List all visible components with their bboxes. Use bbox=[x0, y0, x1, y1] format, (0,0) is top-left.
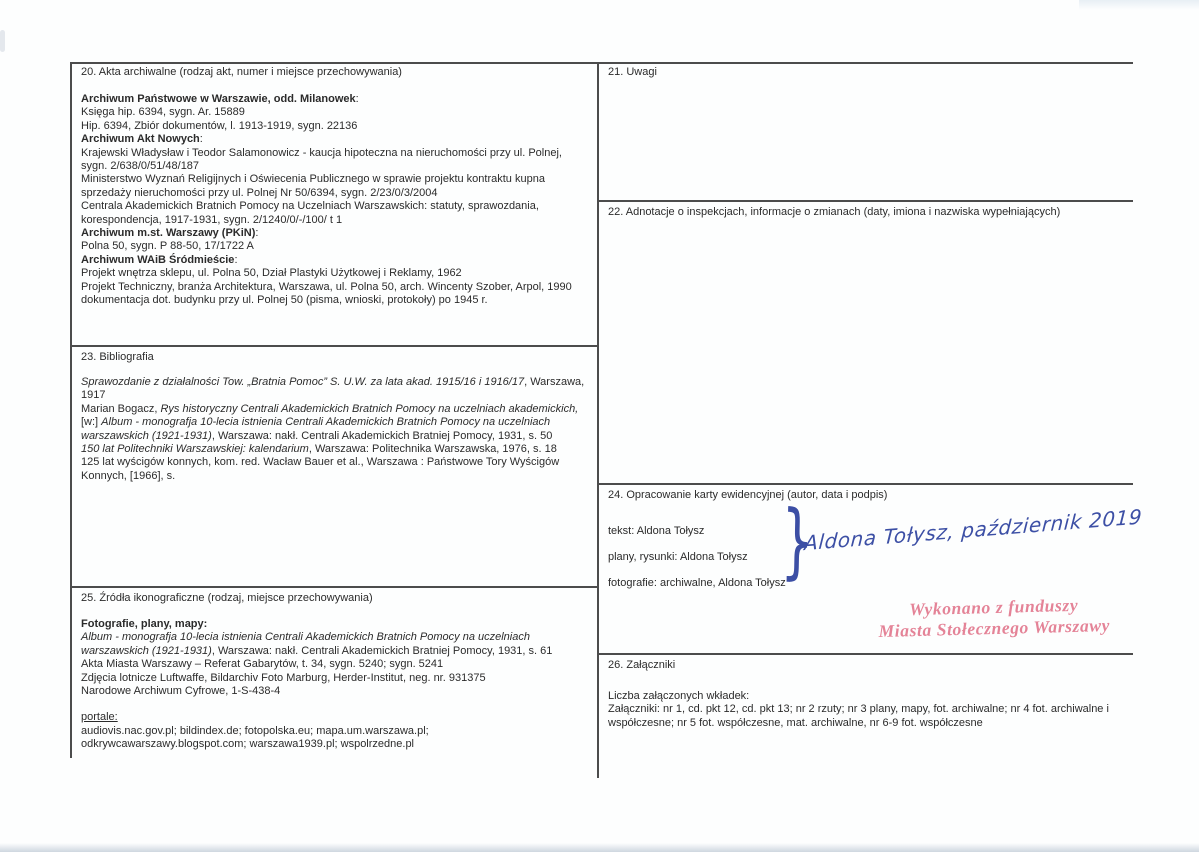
archive-entry: Księga hip. 6394, sygn. Ar. 15889 bbox=[81, 106, 245, 119]
author-line-text: tekst: Aldona Tołysz bbox=[608, 525, 705, 537]
attachments-label: Liczba załączonych wkładek: bbox=[608, 690, 750, 702]
section-24-opracowanie-karty bbox=[599, 485, 1144, 655]
archive-name: Archiwum WAiB Śródmieście: bbox=[81, 253, 238, 266]
section-21-uwagi bbox=[599, 62, 1133, 202]
scan-edge-artifact bbox=[1079, 0, 1199, 10]
section-23-bibliografia bbox=[72, 347, 597, 588]
bibliography-entry: Sprawozdanie z działalności Tow. „Bratnia Pomoc” S. U.W. za lata akad. 1915/16 i 1916/17, Warszawa, 1917 bbox=[81, 376, 585, 402]
bibliography-entry: 150 lat Politechniki Warszawskiej: kalendarium, Warszawa: Politechnika Warszawska, 1976, s. 18 bbox=[81, 443, 557, 456]
source-entry: Zdjęcia lotnicze Luftwaffe, Bildarchiv Foto Marburg, Herder-Institut, neg. nr. 931375 bbox=[81, 671, 486, 684]
archive-entry: Centrala Akademickich Bratnich Pomocy na Uczelniach Warszawskich: statuty, sprawozdania, korespondencja, 1917-1931, sygn. 2/1240/0/-/100/ t 1 bbox=[81, 200, 539, 226]
section-26-zalaczniki bbox=[599, 655, 1133, 778]
section-25-zrodla-ikonograficzne bbox=[72, 588, 597, 758]
archive-entry: Krajewski Władysław i Teodor Salamonowicz - kaucja hipoteczna na nieruchomości przy ul. Polnej, sygn. 2/638/0/51/48/187 bbox=[81, 146, 562, 173]
section-23-body bbox=[81, 376, 588, 483]
portal-list-line: audiovis.nac.gov.pl; bildindex.de; fotopolska.eu; mapa.um.warszawa.pl; bbox=[81, 724, 429, 737]
archive-entry: Projekt wnętrza sklepu, ul. Polna 50, Dział Plastyki Użytkowej i Reklamy, 1962 bbox=[81, 267, 462, 280]
archive-entry: Hip. 6394, Zbiór dokumentów, l. 1913-1919, sygn. 22136 bbox=[81, 119, 358, 132]
handwritten-brace: } bbox=[780, 493, 815, 590]
section-23-header: 23. Bibliografia bbox=[81, 351, 154, 363]
source-entry: Narodowe Archiwum Cyfrowe, 1-S-438-4 bbox=[81, 685, 281, 698]
section-25-body bbox=[81, 618, 588, 752]
section-22-header: 22. Adnotacje o inspekcjach, informacje o zmianach (daty, imiona i nazwiska wypełniających) bbox=[608, 206, 1061, 218]
right-column bbox=[597, 62, 1144, 778]
source-entry: Akta Miasta Warszawy – Referat Gabarytów, t. 34, sygn. 5240; sygn. 5241 bbox=[81, 658, 444, 671]
section-22-adnotacje bbox=[599, 202, 1133, 485]
archive-entry: Ministerstwo Wyznań Religijnych i Oświecenia Publicznego w sprawie projektu kontraktu kupna sprzedaży nieruchomości przy ul. Polnej Nr 50/6394, sygn. 2/23/0/3/2004 bbox=[81, 173, 545, 199]
handwritten-signature: Aldona Tołysz, październik 2019 bbox=[803, 504, 1144, 556]
section-21-empty-body bbox=[608, 79, 1124, 99]
section-20-akta-archiwalne bbox=[72, 62, 597, 347]
section-21-header: 21. Uwagi bbox=[608, 66, 657, 78]
archive-entry: Polna 50, sygn. P 88-50, 17/1722 A bbox=[81, 240, 254, 253]
author-line-photos: fotografie: archiwalne, Aldona Tołysz bbox=[608, 576, 786, 589]
section-25-header: 25. Źródła ikonograficzne (rodzaj, miejsce przechowywania) bbox=[81, 592, 373, 604]
left-column bbox=[70, 62, 597, 758]
portal-list-line: odkrywcawarszawy.blogspot.com; warszawa1939.pl; wspolrzedne.pl bbox=[81, 738, 415, 751]
sources-group-title: Fotografie, plany, mapy: bbox=[81, 618, 208, 630]
attachments-list: Załączniki: nr 1, cd. pkt 12, cd. pkt 13; nr 2 rzuty; nr 3 plany, mapy, fot. archiwalne; nr 4 fot. archiwalne i współczesne; nr 5 fot. współczesne, mat. archiwalne, nr 6-9 fot. współczesne bbox=[608, 703, 1109, 729]
archive-name: Archiwum m.st. Warszawy (PKiN): bbox=[81, 227, 259, 240]
section-26-body bbox=[608, 690, 1124, 730]
archive-name: Archiwum Państwowe w Warszawie, odd. Milanowek: bbox=[81, 93, 359, 105]
section-20-body bbox=[81, 93, 588, 308]
funding-stamp bbox=[844, 593, 1145, 643]
stamp-line-1: Wykonano z funduszy bbox=[908, 594, 1079, 620]
scan-bottom-edge bbox=[0, 843, 1199, 852]
section-26-header: 26. Załączniki bbox=[608, 659, 676, 671]
stamp-line-2: Miasta Stołecznego Warszawy bbox=[878, 614, 1111, 642]
source-entry: Album - monografja 10-lecia istnienia Centrali Akademickich Bratnich Pomocy na uczelniach warszawskich (1921-1931), Warszawa: nakł. Centrali Akademickich Bratniej Pomocy, 1931, s. 61 bbox=[81, 631, 553, 657]
author-line-plans: plany, rysunki: Aldona Tołysz bbox=[608, 550, 748, 563]
section-24-header: 24. Opracowanie karty ewidencyjnej (autor, data i podpis) bbox=[608, 489, 888, 501]
bibliography-entry: 125 lat wyścigów konnych, kom. red. Wacław Bauer et al., Warszawa : Państwowe Tory Wyścigów Konnych, [1966], s. bbox=[81, 456, 560, 482]
scan-edge-artifact bbox=[0, 30, 5, 52]
archive-entry: dokumentacja dot. budynku przy ul. Polnej 50 (pisma, wnioski, protokoły) po 1945 r. bbox=[81, 294, 488, 307]
section-20-header: 20. Akta archiwalne (rodzaj akt, numer i miejsce przechowywania) bbox=[81, 66, 402, 78]
portals-label: portale: bbox=[81, 711, 118, 724]
archive-entry: Projekt Techniczny, branża Architektura, Warszawa, ul. Polna 50, arch. Wincenty Szober, Arpol, 1990 bbox=[81, 280, 572, 293]
archive-name: Archiwum Akt Nowych: bbox=[81, 133, 203, 146]
bibliography-entry: Marian Bogacz, Rys historyczny Centrali Akademickich Bratnich Pomocy na uczelniach akademickich, [w:] Album - monografja 10-lecia istnienia Centrali Akademickich Bratnich Pomocy na uczelniach warszawskich (1921-1931), Warszawa: nakł. Centrali Akademickich Bratniej Pomocy, 1931, s. 50 bbox=[81, 402, 579, 442]
section-22-empty-body bbox=[608, 219, 1124, 239]
